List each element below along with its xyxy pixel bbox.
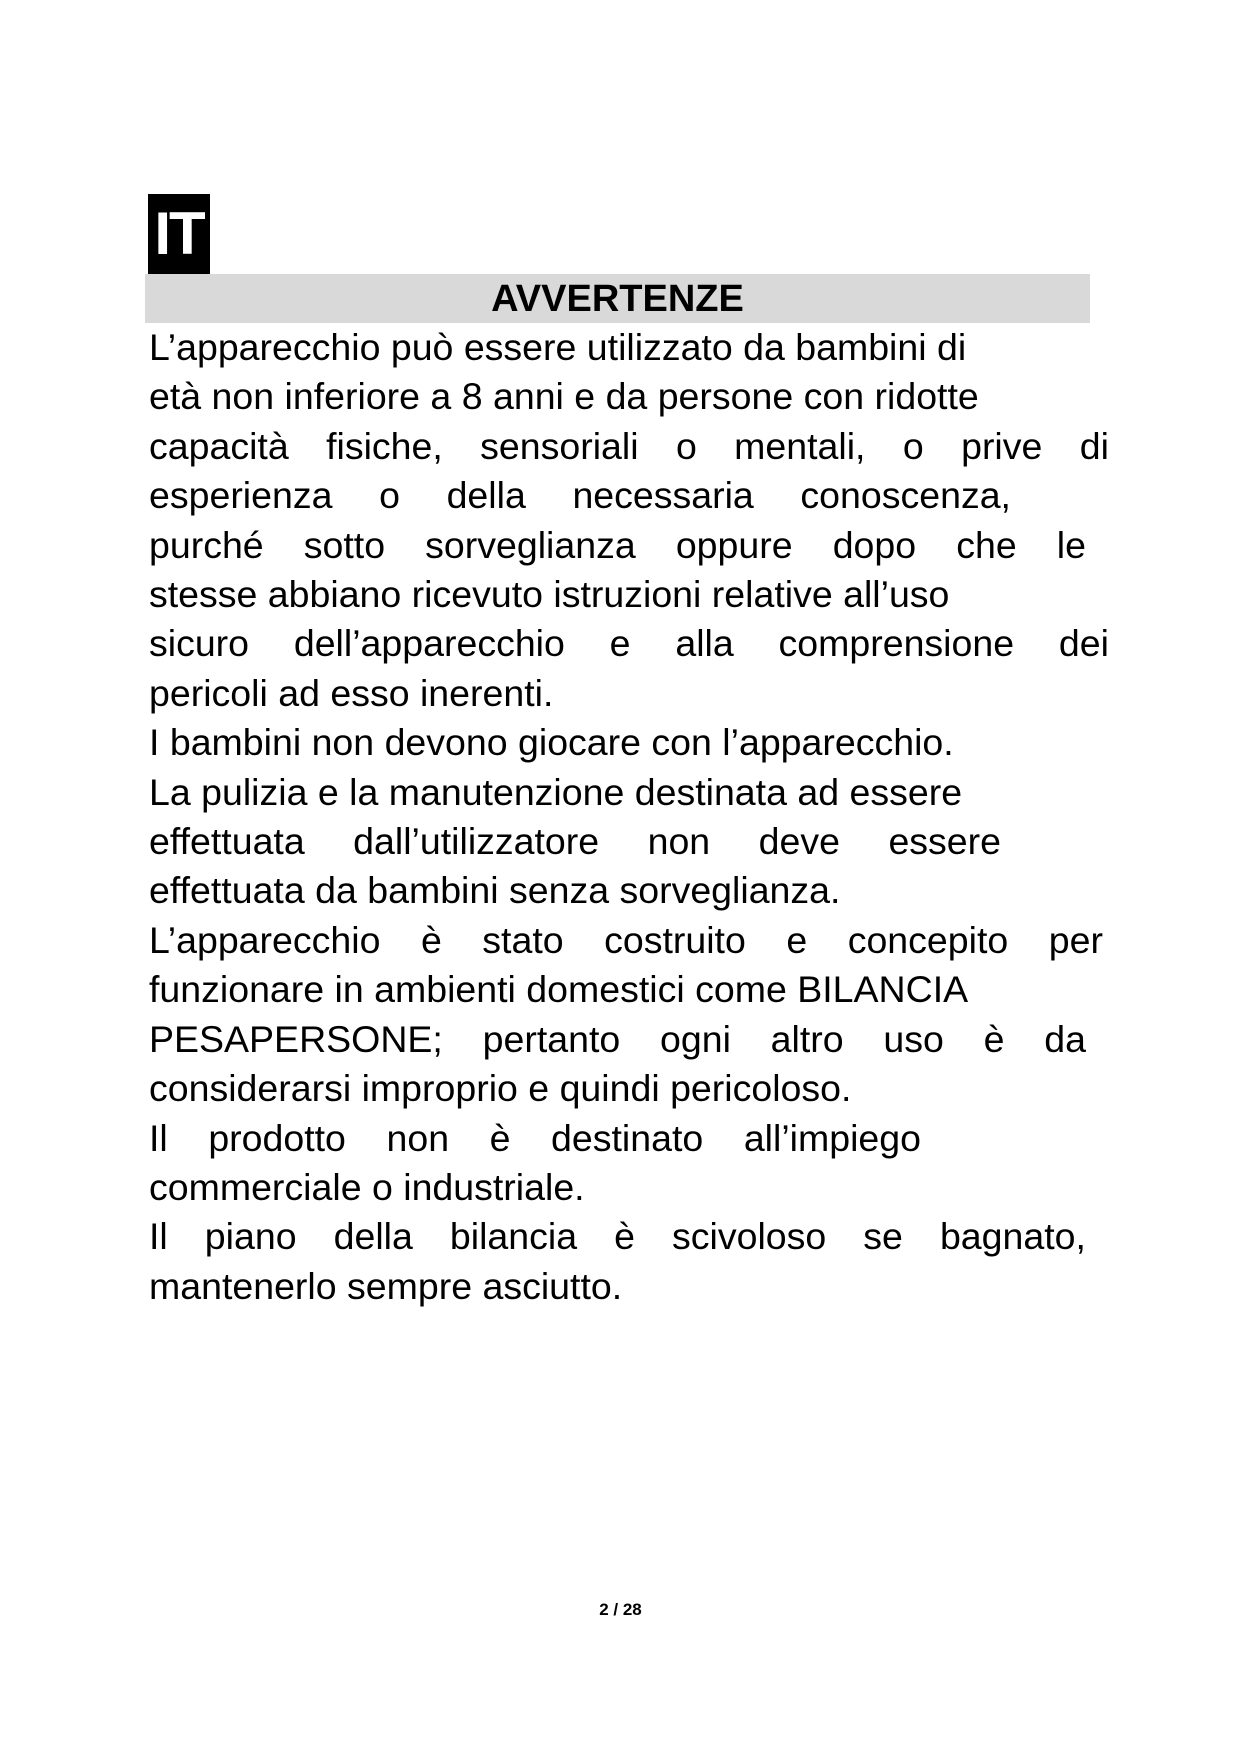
section-title: AVVERTENZE: [491, 277, 744, 320]
text-word: purché: [149, 523, 264, 566]
text-line: [149, 1015, 1086, 1064]
text-word: prodotto: [208, 1116, 346, 1159]
text-line: [149, 817, 1001, 866]
text-word: conoscenza,: [800, 474, 1011, 517]
text-line: [149, 916, 1103, 965]
text-word: esperienza: [149, 474, 333, 517]
text-line: [149, 1114, 921, 1163]
text-word: e: [609, 622, 631, 665]
text-word: prive: [961, 424, 1043, 467]
text-word: per: [1048, 918, 1103, 961]
language-badge-label: IT: [154, 200, 204, 267]
text-word: sotto: [303, 523, 386, 566]
text-line: I bambini non devono giocare con l’apparecchio.: [149, 721, 954, 764]
text-word: dall’utilizzatore: [353, 820, 600, 863]
section-header: [145, 274, 1090, 323]
text-word: bagnato,: [939, 1215, 1086, 1258]
text-word: sorveglianza: [425, 523, 636, 566]
text-line: mantenerlo sempre asciutto.: [149, 1264, 623, 1307]
text-line: [149, 422, 1109, 471]
text-word: effettuata: [149, 820, 305, 863]
text-word: o: [675, 424, 697, 467]
text-line: L’apparecchio può essere utilizzato da bambini di: [149, 326, 967, 368]
text-word: ogni: [660, 1017, 731, 1060]
text-word: comprensione: [778, 622, 1015, 665]
page-number: 2 / 28: [599, 1600, 642, 1619]
warnings-text: [149, 323, 1112, 1311]
text-line: considerarsi improprio e quindi pericoloso.: [149, 1067, 852, 1110]
text-word: mentali,: [734, 424, 866, 467]
text-line: età non inferiore a 8 anni e da persone con ridotte: [149, 375, 979, 418]
text-word: dell’apparecchio: [293, 622, 565, 665]
text-word: concepito: [847, 918, 1009, 961]
text-word: è: [614, 1215, 635, 1258]
text-word: PESAPERSONE;: [149, 1017, 443, 1060]
text-word: sicuro: [149, 622, 250, 665]
text-word: all’impiego: [743, 1116, 921, 1159]
text-word: di: [1079, 424, 1109, 467]
text-line: effettuata da bambini senza sorveglianza.: [149, 869, 841, 912]
text-word: è: [983, 1017, 1005, 1060]
text-line: pericoli ad esso inerenti.: [149, 671, 554, 714]
text-word: deve: [758, 820, 840, 863]
text-word: della: [333, 1215, 413, 1258]
text-word: o: [902, 424, 924, 467]
text-word: e: [786, 918, 808, 961]
text-word: Il: [149, 1116, 168, 1159]
text-line: [149, 1212, 1086, 1261]
text-word: fisiche,: [326, 424, 443, 467]
text-word: Il: [149, 1215, 168, 1258]
language-badge: [148, 194, 210, 274]
text-word: uso: [883, 1017, 944, 1060]
text-word: è: [489, 1116, 511, 1159]
text-word: destinato: [551, 1116, 704, 1159]
text-word: non: [386, 1116, 450, 1159]
text-word: sensoriali: [480, 424, 639, 467]
text-line: [149, 619, 1109, 668]
text-word: dei: [1058, 622, 1109, 665]
text-word: è: [420, 918, 442, 961]
text-word: non: [647, 820, 711, 863]
text-line: La pulizia e la manutenzione destinata ad essere: [149, 770, 963, 813]
text-word: oppure: [675, 523, 793, 566]
text-word: costruito: [604, 918, 746, 961]
text-word: se: [863, 1215, 903, 1258]
text-word: capacità: [149, 424, 289, 467]
text-line: funzionare in ambienti domestici come BILANCIA: [149, 968, 969, 1011]
text-word: altro: [770, 1017, 844, 1060]
text-word: necessaria: [572, 474, 754, 517]
text-line: [149, 521, 1086, 570]
text-word: scivoloso: [672, 1215, 827, 1258]
text-word: che: [956, 523, 1017, 566]
text-word: o: [379, 474, 400, 517]
text-line: stesse abbiano ricevuto istruzioni relative all’uso: [149, 573, 950, 616]
text-word: essere: [888, 820, 1001, 863]
text-word: L’apparecchio: [149, 918, 381, 961]
text-word: stato: [482, 918, 564, 961]
text-word: dopo: [832, 523, 917, 566]
text-word: della: [446, 474, 526, 517]
text-word: bilancia: [449, 1215, 578, 1258]
text-word: da: [1044, 1017, 1086, 1060]
text-word: le: [1056, 523, 1086, 566]
text-word: pertanto: [482, 1017, 621, 1060]
text-line: [149, 471, 1011, 520]
text-line: commerciale o industriale.: [149, 1165, 585, 1208]
text-word: piano: [204, 1215, 297, 1258]
text-word: alla: [675, 622, 734, 665]
